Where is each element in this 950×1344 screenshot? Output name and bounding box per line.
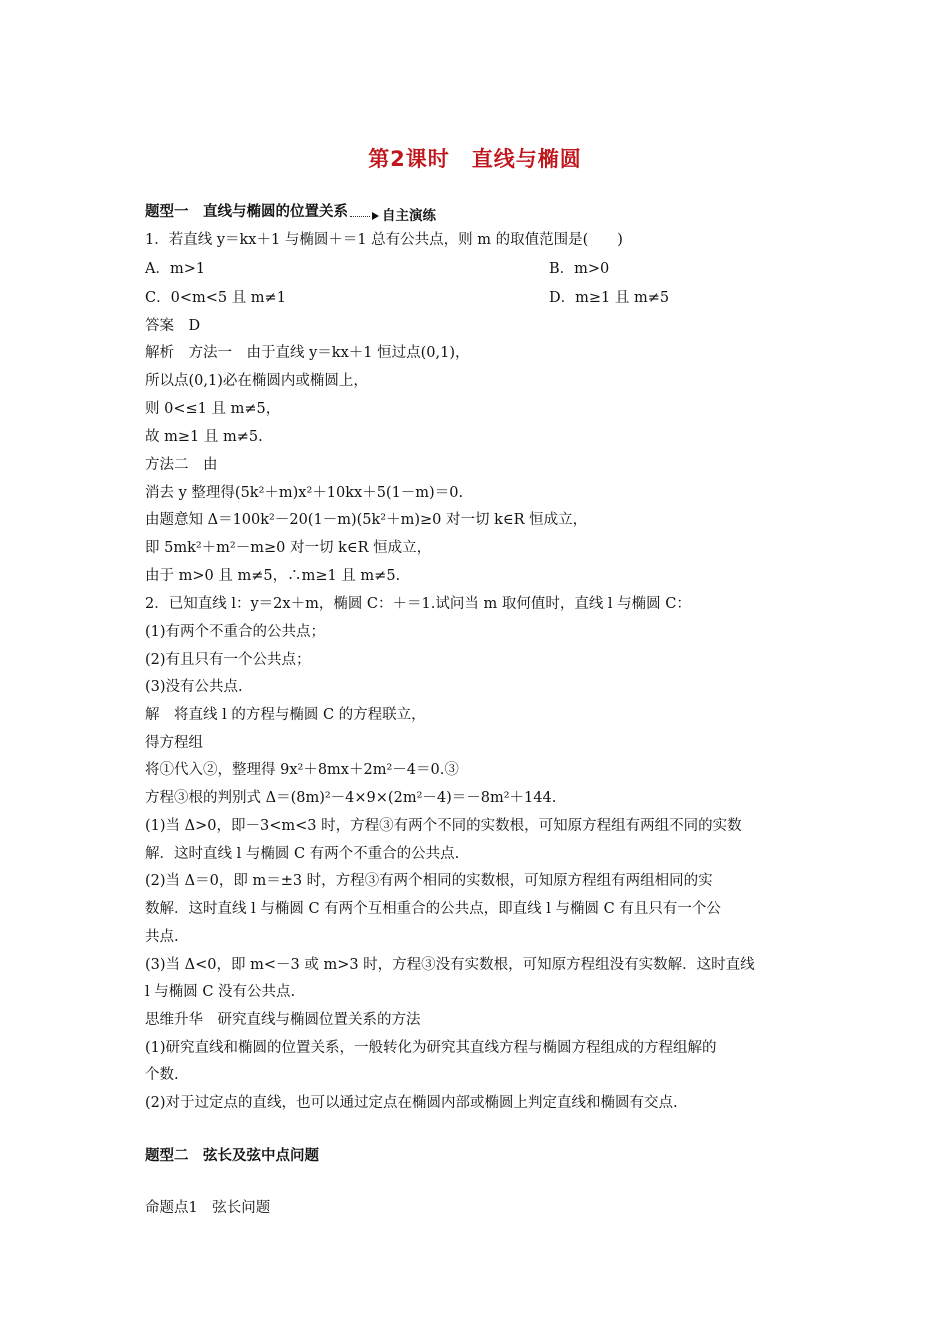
- summary-heading: 思维升华 研究直线与椭圆位置关系的方法: [145, 1012, 421, 1028]
- q1-solution-line: 方法二 由: [145, 457, 218, 473]
- q2-part: (2)有且只有一个公共点；: [145, 652, 311, 668]
- section2-subheading: 命题点1 弦长问题: [145, 1200, 271, 1216]
- q1-answer: 答案 D: [145, 318, 201, 334]
- q1-stem: 1．若直线 y＝kx＋1 与椭圆＋＝1 总有公共点，则 m 的取值范围是( ): [145, 232, 623, 248]
- q2-solution-line: 方程③根的判别式 Δ＝(8m)²－4×9×(2m²－4)＝－8m²＋144.: [145, 790, 557, 806]
- option-a: A．m>1: [145, 261, 206, 277]
- option-b: B．m>0: [549, 261, 610, 277]
- q2-solution-line: (2)当 Δ＝0，即 m＝±3 时，方程③有两个相同的实数根，可知原方程组有两组相同的实: [145, 873, 713, 889]
- q2-part: (1)有两个不重合的公共点；: [145, 624, 326, 640]
- q1-solution-line: 由题意知 Δ＝100k²－20(1－m)(5k²＋m)≥0 对一切 k∈R 恒成立，: [145, 512, 588, 528]
- q1-solution-line: 消去 y 整理得(5k²＋m)x²＋10kx＋5(1－m)＝0.: [145, 485, 464, 501]
- q2-solution-line: 解．这时直线 l 与椭圆 C 有两个不重合的公共点.: [145, 846, 460, 862]
- q1-options-row2: [145, 288, 815, 308]
- q1-solution-line: 则 0<≤1 且 m≠5，: [145, 401, 281, 417]
- dotted-leader: [350, 216, 370, 217]
- section1-heading-row: [145, 202, 815, 226]
- section1-tag: [348, 206, 436, 226]
- q2-solution-line: (3)当 Δ<0，即 m<－3 或 m>3 时，方程③没有实数根，可知原方程组没有实数解．这时直线: [145, 957, 755, 973]
- q2-solution-line: (1)当 Δ>0，即－3<m<3 时，方程③有两个不同的实数根，可知原方程组有两组不同的实数: [145, 818, 742, 834]
- section1-heading: 题型一 直线与椭圆的位置关系: [145, 204, 348, 220]
- summary-line: 个数.: [145, 1067, 179, 1083]
- q1-solution-line: 即 5mk²＋m²－m≥0 对一切 k∈R 恒成立，: [145, 540, 432, 556]
- page-title: 第2课时 直线与椭圆: [368, 147, 582, 171]
- q1-options-row1: [145, 259, 815, 279]
- q2-solution-line: 将①代入②，整理得 9x²＋8mx＋2m²－4＝0.③: [145, 762, 459, 778]
- q2-solution-line: 得方程组: [145, 735, 203, 751]
- q1-solution-line: 解析 方法一 由于直线 y＝kx＋1 恒过点(0,1)，: [145, 345, 470, 361]
- q2-solution-line: 数解．这时直线 l 与椭圆 C 有两个互相重合的公共点，即直线 l 与椭圆 C 有且只有一个公: [145, 901, 721, 917]
- tag-label: 自主演练: [382, 207, 436, 224]
- q2-solution-line: 解 将直线 l 的方程与椭圆 C 的方程联立，: [145, 707, 426, 723]
- arrow-right-icon: [372, 212, 379, 220]
- section2-heading: 题型二 弦长及弦中点问题: [145, 1148, 319, 1164]
- summary-line: (2)对于过定点的直线，也可以通过定点在椭圆内部或椭圆上判定直线和椭圆有交点.: [145, 1095, 678, 1111]
- q2-part: (3)没有公共点.: [145, 679, 243, 695]
- q2-solution-line: l 与椭圆 C 没有公共点.: [145, 984, 296, 1000]
- q2-stem: 2．已知直线 l：y＝2x＋m，椭圆 C：＋＝1.试问当 m 取何值时，直线 l 与椭圆 C：: [145, 596, 691, 612]
- q1-solution-line: 所以点(0,1)必在椭圆内或椭圆上，: [145, 373, 368, 389]
- option-d: D．m≥1 且 m≠5: [549, 290, 670, 306]
- q2-solution-line: 共点.: [145, 929, 179, 945]
- option-c: C．0<m<5 且 m≠1: [145, 290, 286, 306]
- summary-line: (1)研究直线和椭圆的位置关系，一般转化为研究其直线方程与椭圆方程组成的方程组解的: [145, 1040, 717, 1056]
- q1-solution-line: 由于 m>0 且 m≠5，∴m≥1 且 m≠5.: [145, 568, 401, 584]
- q1-solution-line: 故 m≥1 且 m≠5.: [145, 429, 263, 445]
